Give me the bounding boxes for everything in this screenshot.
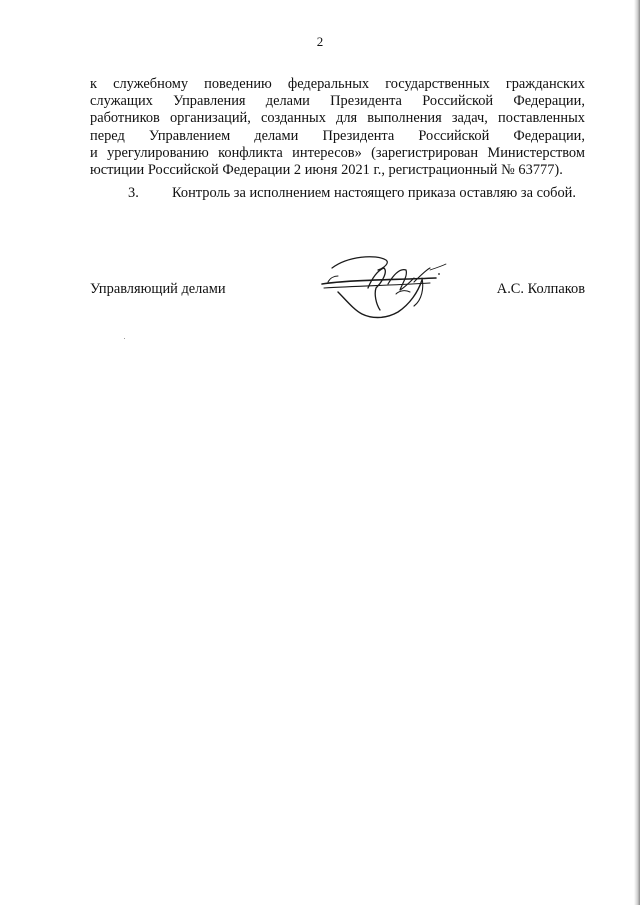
word: поведению [204,76,272,92]
paragraph-text: Контроль за исполнением настоящего приказа оставляю за собой. [172,185,576,201]
page-number: 2 [316,34,324,49]
signer-title: Управляющий делами [90,281,226,297]
word: Министерством [487,144,585,161]
paragraph-continuation [90,76,585,179]
handwritten-signature [318,248,452,332]
word: для [336,110,358,127]
word: Президента [322,127,395,144]
word: делами [265,93,310,110]
word: поставленных [498,110,585,127]
word: Федерации, [513,127,585,144]
word: Федерации, [513,93,585,110]
word: выполнения [367,110,442,127]
word: созданных [260,110,326,127]
text-line [90,110,585,127]
word: к [90,76,97,92]
word: Управления [173,93,246,110]
word: служебному [113,76,189,92]
word: и [90,144,98,161]
word: гражданских [505,76,585,92]
word: Российской [422,93,494,110]
scan-speck [124,338,125,339]
word: делами [254,127,299,144]
word: Президента [330,93,402,110]
word: (зарегистрирован [371,144,479,161]
word: государственных [385,76,490,92]
text-line [90,128,585,145]
word: организаций, [169,110,251,127]
word: перед [90,127,125,144]
word: служащих [90,93,153,110]
word: урегулированию [107,144,209,161]
text-line-last: юстиции Российской Федерации 2 июня 2021 г., регистрационный № 63777). [90,162,563,179]
word: федеральных [287,76,370,92]
signer-name: А.С. Колпаков [496,281,585,297]
word: интересов» [292,144,362,161]
paragraph-3 [128,185,576,202]
text-line [90,76,585,93]
text-line [90,93,585,110]
word: задач, [451,110,488,127]
word: Российской [418,127,490,144]
word: Управлением [148,127,231,144]
paragraph-number: 3. [128,185,139,201]
text-line [90,145,585,162]
word: конфликта [218,144,283,161]
page-edge-shadow [634,0,640,905]
word: работников [90,110,160,127]
